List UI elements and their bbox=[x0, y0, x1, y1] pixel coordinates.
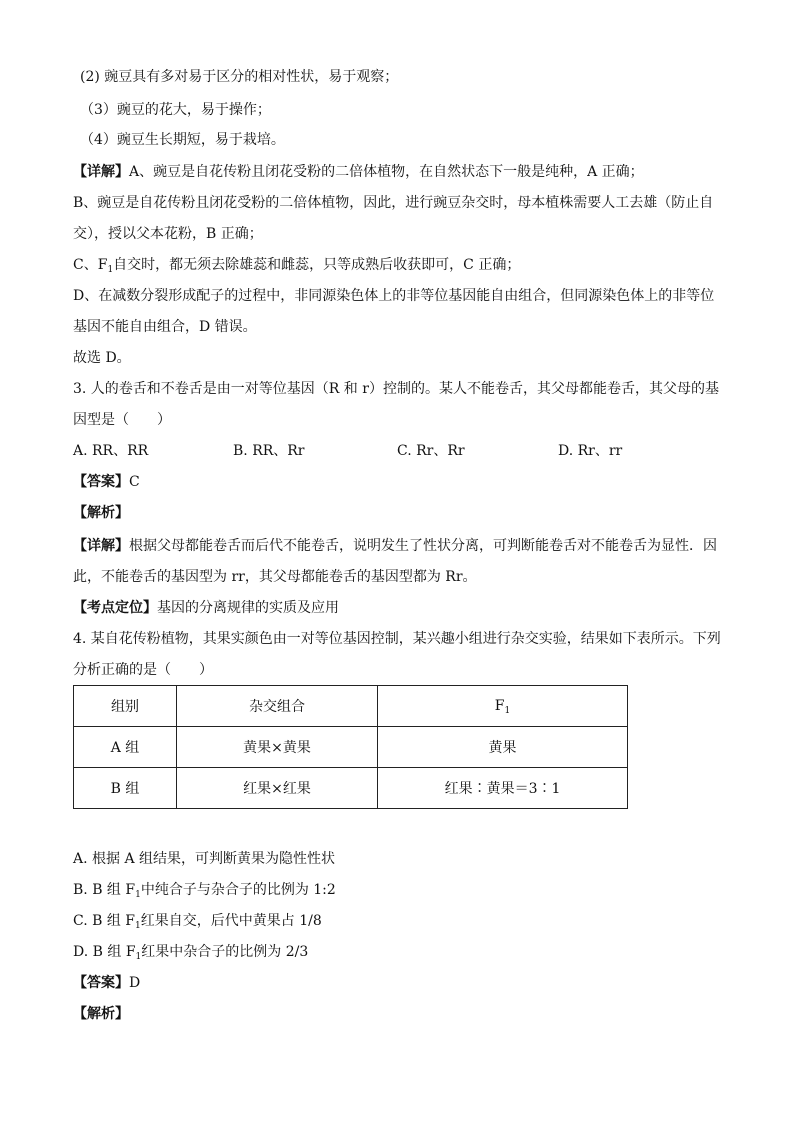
detail-tag: 【详解】 bbox=[73, 164, 129, 180]
detail-text: 根据父母都能卷舌而后代不能卷舌，说明发生了性状分离，可判断能卷舌对不能卷舌为显性．因 bbox=[129, 538, 717, 554]
question-3-stem: 因型是（ ） bbox=[73, 412, 171, 428]
subscript: 1 bbox=[504, 706, 511, 716]
point-tag: 【考点定位】 bbox=[73, 600, 157, 616]
subscript: 1 bbox=[135, 921, 141, 931]
text-line: (2) 豌豆具有多对易于区分的相对性状，易于观察； bbox=[80, 69, 399, 85]
option-text: 中纯合子与杂合子的比例为 1:2 bbox=[140, 882, 336, 898]
detail-text: A、豌豆是自花传粉且闭花受粉的二倍体植物，在自然状态下一般是纯种，A 正确； bbox=[129, 164, 644, 180]
option-a: A. 根据 A 组结果，可判断黄果为隐性性状 bbox=[73, 851, 336, 867]
option-prefix: B. B 组 F bbox=[73, 882, 136, 898]
detail-line bbox=[73, 536, 717, 556]
option-c: C. Rr、Rr bbox=[397, 443, 465, 459]
answer-value: D bbox=[129, 975, 141, 991]
detail-line bbox=[73, 162, 644, 182]
text-line: （3）豌豆的花大，易于操作； bbox=[80, 102, 271, 118]
point-line bbox=[73, 598, 339, 618]
question-3-stem: 3. 人的卷舌和不卷舌是由一对等位基因（R 和 r）控制的。某人不能卷舌，其父母都能卷舌，其父母的基 bbox=[73, 381, 719, 397]
point-text: 基因的分离规律的实质及应用 bbox=[157, 600, 339, 616]
header-cell bbox=[378, 686, 628, 727]
text-line: 交），授以父本花粉，B 正确； bbox=[73, 226, 263, 242]
table-cell: 黄果 bbox=[378, 727, 628, 768]
table-row bbox=[74, 727, 628, 768]
option-d: D. Rr、rr bbox=[558, 443, 623, 459]
answer-tag: 【答案】 bbox=[73, 474, 129, 490]
c-text: 自交时，都无须去除雄蕊和雌蕊，只等成熟后收获即可，C 正确； bbox=[113, 257, 521, 273]
option-prefix: C. B 组 F bbox=[73, 913, 136, 929]
option-b: B. RR、Rr bbox=[233, 443, 305, 459]
option-prefix: D. B 组 F bbox=[73, 944, 136, 960]
table-header-row bbox=[74, 686, 628, 727]
table-cell: B 组 bbox=[74, 768, 177, 809]
table-cell: 黄果×黄果 bbox=[177, 727, 378, 768]
option-text: 红果自交，后代中黄果占 1/8 bbox=[140, 913, 322, 929]
question-4-stem: 4. 某自花传粉植物，其果实颜色由一对等位基因控制，某兴趣小组进行杂交实验，结果如下表所示。下列 bbox=[73, 631, 721, 647]
subscript: 1 bbox=[135, 952, 142, 962]
text-line: B、豌豆是自花传粉且闭花受粉的二倍体植物，因此，进行豌豆杂交时，母本植株需要人工去雄（防止自 bbox=[73, 195, 714, 211]
subscript: 1 bbox=[107, 265, 114, 275]
subscript: 1 bbox=[135, 890, 141, 900]
detail-line: 此，不能卷舌的基因型为 rr，其父母都能卷舌的基因型都为 Rr。 bbox=[73, 569, 477, 585]
question-4-stem: 分析正确的是（ ） bbox=[73, 662, 213, 678]
table-row bbox=[74, 768, 628, 809]
results-table bbox=[73, 685, 628, 809]
header-cell: 杂交组合 bbox=[177, 686, 378, 727]
option-a: A. RR、RR bbox=[73, 443, 149, 459]
detail-tag: 【详解】 bbox=[73, 538, 129, 554]
answer-line bbox=[73, 472, 140, 492]
text-line: （4）豌豆生长期短，易于栽培。 bbox=[80, 132, 285, 148]
answer-line bbox=[73, 973, 140, 993]
option-text: 红果中杂合子的比例为 2/3 bbox=[141, 944, 309, 960]
table-cell: 红果∶黄果＝3∶1 bbox=[378, 768, 628, 809]
option-c bbox=[73, 911, 322, 931]
text-line bbox=[73, 255, 520, 275]
answer-tag: 【答案】 bbox=[73, 975, 129, 991]
analysis-tag: 【解析】 bbox=[73, 505, 129, 521]
table-cell: A 组 bbox=[74, 727, 177, 768]
option-b bbox=[73, 880, 336, 900]
answer-value: C bbox=[129, 474, 140, 490]
header-cell: 组别 bbox=[74, 686, 177, 727]
analysis-tag: 【解析】 bbox=[73, 1006, 129, 1022]
text-line: 故选 D。 bbox=[73, 350, 131, 366]
text-line: D、在减数分裂形成配子的过程中，非同源染色体上的非等位基因能自由组合，但同源染色体上的非等位 bbox=[73, 288, 715, 304]
header-f: F bbox=[494, 698, 505, 714]
table-cell: 红果×红果 bbox=[177, 768, 378, 809]
c-prefix: C、F bbox=[73, 257, 108, 273]
option-d bbox=[73, 942, 308, 962]
text-line: 基因不能自由组合，D 错误。 bbox=[73, 319, 257, 335]
